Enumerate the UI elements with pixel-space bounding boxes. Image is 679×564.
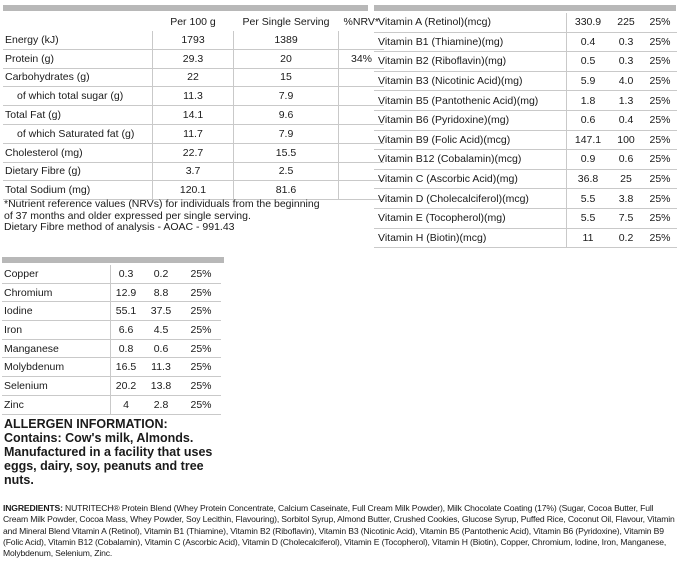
vitamin-row — [374, 208, 677, 228]
mineral-serving: 2.8 — [141, 395, 181, 414]
nutrient-label: Energy (kJ) — [3, 31, 153, 49]
nutrient-serving: 20 — [234, 49, 339, 68]
nutrition-row — [3, 31, 384, 49]
vitamin-nrv: 25% — [643, 130, 677, 150]
vitamin-serving: 3.8 — [609, 189, 643, 209]
nutrient-per100: 11.3 — [153, 87, 234, 106]
mineral-row — [2, 395, 221, 414]
vitamin-serving: 0.3 — [609, 32, 643, 52]
vitamin-serving: 225 — [609, 13, 643, 32]
nutrient-label: of which total sugar (g) — [3, 87, 153, 106]
nrv-footnote — [4, 199, 334, 234]
mineral-nrv: 25% — [181, 395, 221, 414]
vitamin-label: Vitamin B2 (Riboflavin)(mg) — [374, 52, 567, 72]
vitamin-nrv: 25% — [643, 189, 677, 209]
vitamin-nrv: 25% — [643, 208, 677, 228]
nutrient-label: Dietary Fibre (g) — [3, 162, 153, 181]
mineral-table — [2, 265, 221, 415]
vitamin-per100: 5.9 — [567, 71, 610, 91]
vitamin-nrv: 25% — [643, 52, 677, 72]
nutrition-header-row — [3, 13, 384, 31]
mineral-per100: 20.2 — [111, 377, 142, 396]
mineral-nrv: 25% — [181, 339, 221, 358]
nutrient-serving: 81.6 — [234, 181, 339, 200]
nutrition-table — [3, 13, 384, 200]
mineral-serving: 11.3 — [141, 358, 181, 377]
mineral-label: Selenium — [2, 377, 111, 396]
nutrient-label: Carbohydrates (g) — [3, 68, 153, 87]
vitamin-row — [374, 110, 677, 130]
footnote-line: *Nutrient reference values (NRVs) for individuals from the beginning — [4, 198, 320, 210]
vitamin-nrv: 25% — [643, 169, 677, 189]
mineral-row — [2, 358, 221, 377]
mineral-row — [2, 321, 221, 340]
mineral-nrv: 25% — [181, 265, 221, 283]
vitamin-label: Vitamin B5 (Pantothenic Acid)(mg) — [374, 91, 567, 111]
allergen-body: Contains: Cow's milk, Almonds. Manufactured in a facility that uses eggs, dairy, soy, peanuts and tree nuts. — [4, 431, 213, 487]
vitamin-per100: 0.6 — [567, 110, 610, 130]
mineral-nrv: 25% — [181, 302, 221, 321]
vitamin-per100: 330.9 — [567, 13, 610, 32]
nutrient-label: Cholesterol (mg) — [3, 143, 153, 162]
mineral-label: Molybdenum — [2, 358, 111, 377]
mineral-per100: 4 — [111, 395, 142, 414]
vitamin-row — [374, 189, 677, 209]
mineral-label: Copper — [2, 265, 111, 283]
vitamin-label: Vitamin E (Tocopherol)(mg) — [374, 208, 567, 228]
vitamin-nrv: 25% — [643, 110, 677, 130]
mineral-nrv: 25% — [181, 377, 221, 396]
ingredients-list: NUTRITECH® Protein Blend (Whey Protein Concentrate, Calcium Caseinate, Full Cream Milk Powder), Milk Chocolate Coating (17%) (Sugar, Cocoa Butter, Full Cream Milk Powder, Cocoa Mass, Whey Powder, Soy Lecithin, Flavouring), Sorbitol Syrup, Almond Butter, Crushed Cookies, Glucose Syrup, Puffed Rice, Coconut Oil, Flavour, Vitamin and Mineral Blend Vitamin A (Retinol), Vitamin B1 (Thiamine), Vitamin B2 (Riboflavin), Vitamin B3 (Nicotinic Acid), Vitamin B5 (Pantothenic Acid), Vitamin B6 (Pyridoxine), Vitamin B9 (Folic Acid), Vitamin B12 (Cobalamin), Vitamin C (Ascorbic Acid), Vitamin D (Cholecalciferol), Vitamin E (Tocopherol), Vitamin H (Biotin), Copper, Chromium, Iodine, Iron, Manganese, Molybdenum, Selenium, Zinc. — [3, 503, 675, 559]
nutrient-per100: 11.7 — [153, 124, 234, 143]
mineral-per100: 0.8 — [111, 339, 142, 358]
vitamin-row — [374, 13, 677, 32]
mineral-label: Zinc — [2, 395, 111, 414]
vitamin-serving: 0.3 — [609, 52, 643, 72]
vitamin-per100: 36.8 — [567, 169, 610, 189]
mineral-per100: 6.6 — [111, 321, 142, 340]
vitamin-serving: 25 — [609, 169, 643, 189]
vitamin-label: Vitamin B12 (Cobalamin)(mcg) — [374, 150, 567, 170]
vitamin-row — [374, 71, 677, 91]
ingredients-label: INGREDIENTS: — [3, 503, 63, 513]
nutrient-per100: 22 — [153, 68, 234, 87]
nutrition-row — [3, 49, 384, 68]
mineral-per100: 0.3 — [111, 265, 142, 283]
vitamin-serving: 0.4 — [609, 110, 643, 130]
nutrition-header-blank — [3, 13, 153, 31]
nutrient-label: Protein (g) — [3, 49, 153, 68]
vitamin-row — [374, 169, 677, 189]
mineral-row — [2, 265, 221, 283]
mineral-label: Chromium — [2, 283, 111, 302]
ingredients-text — [3, 503, 675, 559]
mineral-per100: 12.9 — [111, 283, 142, 302]
vitamin-per100: 5.5 — [567, 189, 610, 209]
mineral-label: Iodine — [2, 302, 111, 321]
mineral-serving: 0.2 — [141, 265, 181, 283]
vitamin-row — [374, 91, 677, 111]
mineral-serving: 13.8 — [141, 377, 181, 396]
nutrient-per100: 120.1 — [153, 181, 234, 200]
vitamin-serving: 0.2 — [609, 228, 643, 248]
nutrition-row — [3, 162, 384, 181]
mineral-nrv: 25% — [181, 358, 221, 377]
nutrient-nrv: 34% — [339, 49, 385, 68]
mineral-serving: 8.8 — [141, 283, 181, 302]
mineral-per100: 55.1 — [111, 302, 142, 321]
footnote-line: of 37 months and older expressed per single serving. — [4, 209, 251, 222]
vitamin-label: Vitamin C (Ascorbic Acid)(mg) — [374, 169, 567, 189]
vitamin-serving: 4.0 — [609, 71, 643, 91]
vitamin-table — [374, 13, 677, 248]
nutrient-serving: 7.9 — [234, 87, 339, 106]
nutrient-per100: 14.1 — [153, 106, 234, 125]
nutrition-table-top-border — [3, 5, 368, 11]
vitamin-row — [374, 150, 677, 170]
mineral-row — [2, 377, 221, 396]
vitamin-nrv: 25% — [643, 32, 677, 52]
vitamin-per100: 1.8 — [567, 91, 610, 111]
mineral-label: Iron — [2, 321, 111, 340]
vitamin-serving: 7.5 — [609, 208, 643, 228]
nutrient-serving: 2.5 — [234, 162, 339, 181]
mineral-nrv: 25% — [181, 283, 221, 302]
mineral-row — [2, 283, 221, 302]
nutrient-serving: 9.6 — [234, 106, 339, 125]
mineral-serving: 4.5 — [141, 321, 181, 340]
vitamin-row — [374, 52, 677, 72]
nutrition-row — [3, 87, 384, 106]
nutrition-row — [3, 68, 384, 87]
mineral-serving: 37.5 — [141, 302, 181, 321]
vitamin-label: Vitamin B6 (Pyridoxine)(mg) — [374, 110, 567, 130]
nutrient-serving: 15.5 — [234, 143, 339, 162]
vitamin-per100: 11 — [567, 228, 610, 248]
vitamin-per100: 0.5 — [567, 52, 610, 72]
vitamin-row — [374, 228, 677, 248]
nutrient-per100: 1793 — [153, 31, 234, 49]
vitamin-row — [374, 130, 677, 150]
nutrient-serving: 1389 — [234, 31, 339, 49]
nutrition-header-nrv: %NRV* — [343, 16, 379, 28]
vitamin-label: Vitamin H (Biotin)(mcg) — [374, 228, 567, 248]
vitamin-nrv: 25% — [643, 228, 677, 248]
mineral-serving: 0.6 — [141, 339, 181, 358]
allergen-heading: ALLERGEN INFORMATION: — [4, 417, 168, 431]
vitamin-per100: 5.5 — [567, 208, 610, 228]
nutrient-label: of which Saturated fat (g) — [3, 124, 153, 143]
mineral-table-top-border — [2, 257, 224, 263]
vitamin-label: Vitamin D (Cholecalciferol)(mcg) — [374, 189, 567, 209]
nutrition-row — [3, 124, 384, 143]
nutrition-row — [3, 143, 384, 162]
vitamin-nrv: 25% — [643, 13, 677, 32]
nutrient-label: Total Fat (g) — [3, 106, 153, 125]
vitamin-nrv: 25% — [643, 91, 677, 111]
mineral-label: Manganese — [2, 339, 111, 358]
mineral-nrv: 25% — [181, 321, 221, 340]
vitamin-label: Vitamin B3 (Nicotinic Acid)(mg) — [374, 71, 567, 91]
nutrition-row — [3, 181, 384, 200]
vitamin-label: Vitamin B9 (Folic Acid)(mcg) — [374, 130, 567, 150]
vitamin-serving: 1.3 — [609, 91, 643, 111]
vitamin-per100: 0.4 — [567, 32, 610, 52]
nutrient-serving: 7.9 — [234, 124, 339, 143]
nutrient-per100: 29.3 — [153, 49, 234, 68]
vitamin-table-top-border — [374, 5, 676, 11]
nutrient-label: Total Sodium (mg) — [3, 181, 153, 200]
vitamin-nrv: 25% — [643, 150, 677, 170]
vitamin-per100: 0.9 — [567, 150, 610, 170]
mineral-per100: 16.5 — [111, 358, 142, 377]
vitamin-label: Vitamin B1 (Thiamine)(mg) — [374, 32, 567, 52]
allergen-information — [4, 417, 214, 487]
vitamin-serving: 0.6 — [609, 150, 643, 170]
nutrition-row — [3, 106, 384, 125]
nutrition-header-per100: Per 100 g — [170, 16, 216, 28]
vitamin-label: Vitamin A (Retinol)(mcg) — [374, 13, 567, 32]
vitamin-per100: 147.1 — [567, 130, 610, 150]
vitamin-nrv: 25% — [643, 71, 677, 91]
nutrient-per100: 22.7 — [153, 143, 234, 162]
vitamin-row — [374, 32, 677, 52]
nutrition-header-serving: Per Single Serving — [242, 16, 330, 28]
nutrient-serving: 15 — [234, 68, 339, 87]
mineral-row — [2, 302, 221, 321]
nutrient-per100: 3.7 — [153, 162, 234, 181]
footnote-line: Dietary Fibre method of analysis - AOAC - 991.43 — [4, 221, 235, 233]
mineral-row — [2, 339, 221, 358]
vitamin-serving: 100 — [609, 130, 643, 150]
